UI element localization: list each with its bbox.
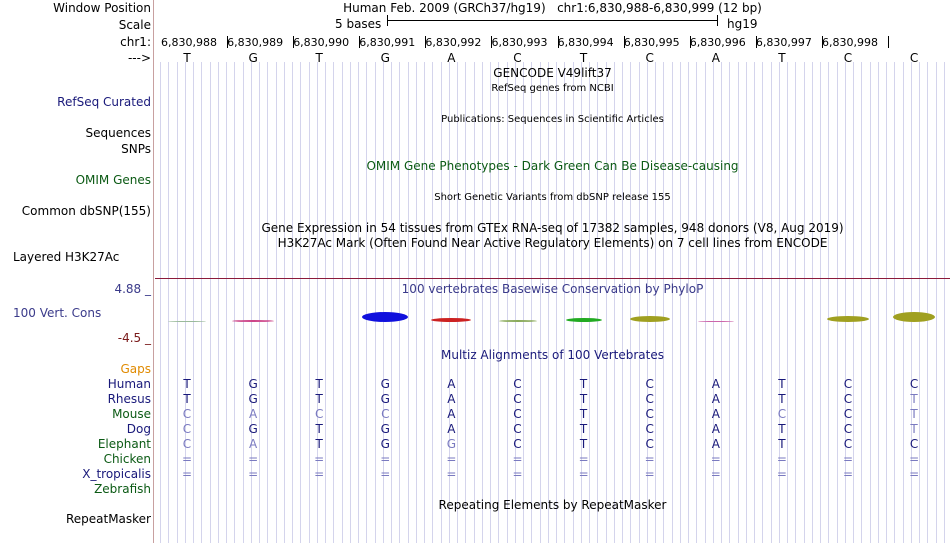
multiz-title: Multiz Alignments of 100 Vertebrates xyxy=(440,348,665,362)
grid-line xyxy=(358,62,359,543)
position-label: 6,830,990 xyxy=(293,36,350,49)
alignment-cell: = xyxy=(909,467,920,481)
omim-title: OMIM Gene Phenotypes - Dark Green Can Be Disease-causing xyxy=(366,159,739,173)
track-data-area[interactable] xyxy=(155,0,950,543)
window-position-label: Window Position xyxy=(53,1,151,15)
grid-line xyxy=(234,62,235,543)
base-letter: C xyxy=(843,51,853,65)
grid-line xyxy=(886,62,887,543)
grid-line xyxy=(894,62,895,543)
phylop-mark xyxy=(893,312,935,322)
grid-line xyxy=(556,62,557,543)
phylop-mark xyxy=(168,321,206,322)
grid-line xyxy=(284,62,285,543)
alignment-cell: G xyxy=(248,422,258,436)
grid-line xyxy=(564,62,565,543)
alignment-cell: = xyxy=(710,452,721,466)
grid-line xyxy=(432,62,433,543)
alignment-cell: T xyxy=(183,377,191,391)
alignment-cell: = xyxy=(578,452,589,466)
grid-line xyxy=(548,62,549,543)
alignment-cell: = xyxy=(578,467,589,481)
repeatmasker-track-label[interactable]: RepeatMasker xyxy=(65,512,151,526)
grid-line xyxy=(210,62,211,543)
refseq-track-label[interactable]: RefSeq Curated xyxy=(57,95,151,109)
alignment-cell: = xyxy=(842,467,854,481)
grid-line xyxy=(416,62,417,543)
alignment-cell: T xyxy=(579,377,588,391)
phylop-mark xyxy=(362,312,408,322)
alignment-cell: T xyxy=(315,392,323,406)
grid-line xyxy=(366,62,367,543)
species-label: Mouse xyxy=(112,407,151,421)
alignment-cell: T xyxy=(579,422,588,436)
grid-line xyxy=(812,62,813,543)
refseq-subtitle: RefSeq genes from NCBI xyxy=(491,83,614,94)
omim-track-label[interactable]: OMIM Genes xyxy=(75,173,151,187)
strand-label: ---> xyxy=(127,51,151,65)
alignment-cell: A xyxy=(447,407,456,421)
alignment-cell: A xyxy=(447,392,456,406)
position-label: 6,830,994 xyxy=(557,36,614,49)
scale-text: 5 bases xyxy=(335,17,382,31)
alignment-cell: = xyxy=(776,467,787,481)
alignment-cell: = xyxy=(248,467,259,481)
grid-line xyxy=(300,62,301,543)
position-title xyxy=(155,1,950,15)
alignment-cell: = xyxy=(380,452,391,466)
phylop-max-label: 4.88 _ xyxy=(114,282,151,296)
alignment-cell: G xyxy=(380,422,390,436)
grid-line xyxy=(804,62,805,543)
grid-line xyxy=(696,62,697,543)
alignment-cell: C xyxy=(182,437,192,451)
sequences-track-label[interactable]: Sequences xyxy=(85,126,151,140)
grid-line xyxy=(399,62,400,543)
alignment-cell: = xyxy=(248,452,259,466)
alignment-cell: T xyxy=(579,407,588,421)
alignment-cell: T xyxy=(778,437,786,451)
grid-line xyxy=(795,62,796,543)
species-label: Human xyxy=(107,377,151,391)
alignment-cell: = xyxy=(446,467,457,481)
phylop-min-label: -4.5 _ xyxy=(117,331,151,345)
position-label: 6,830,997 xyxy=(755,36,812,49)
alignment-cell: T xyxy=(778,377,786,391)
grid-line xyxy=(498,62,499,543)
grid-line xyxy=(160,62,161,543)
base-letter: C xyxy=(645,51,654,65)
alignment-cell: = xyxy=(314,467,325,481)
alignment-cell: A xyxy=(711,377,720,391)
alignment-cell: G xyxy=(380,377,390,391)
grid-line xyxy=(630,62,631,543)
position-label: 6,830,996 xyxy=(689,36,746,49)
phylop-mark xyxy=(566,318,602,322)
position-tick xyxy=(888,36,889,48)
grid-line xyxy=(746,62,747,543)
track-label-column xyxy=(0,0,154,543)
gencode-title: GENCODE V49lift37 xyxy=(493,66,612,80)
grid-line xyxy=(350,62,351,543)
grid-line xyxy=(936,62,937,543)
grid-line xyxy=(267,62,268,543)
grid-line xyxy=(482,62,483,543)
alignment-cell: = xyxy=(181,452,193,466)
grid-line xyxy=(342,62,343,543)
snps-track-label[interactable]: SNPs xyxy=(121,142,151,156)
alignment-cell: C xyxy=(645,407,654,421)
alignment-cell: T xyxy=(579,392,588,406)
species-label: X_tropicalis xyxy=(82,467,151,481)
alignment-cell: A xyxy=(711,422,720,436)
species-label: Rhesus xyxy=(107,392,151,406)
alignment-cell: = xyxy=(710,467,721,481)
grid-line xyxy=(688,62,689,543)
phylop-track-label[interactable]: 100 Vert. Cons xyxy=(13,306,102,320)
alignment-cell: = xyxy=(644,452,655,466)
alignment-cell: A xyxy=(248,407,258,421)
alignment-cell: = xyxy=(776,452,787,466)
region-text: chr1:6,830,988-6,830,999 (12 bp) xyxy=(557,1,762,15)
alignment-cell: A xyxy=(447,377,456,391)
grid-line xyxy=(927,62,928,543)
alignment-cell: C xyxy=(513,422,522,436)
grid-line xyxy=(672,62,673,543)
grid-line xyxy=(276,62,277,543)
alignment-cell: T xyxy=(579,437,588,451)
grid-line xyxy=(540,62,541,543)
alignment-cell: = xyxy=(314,452,325,466)
h3k27ac-title: H3K27Ac Mark (Often Found Near Active Regulatory Elements) on 7 cell lines from ENCODE xyxy=(277,236,828,250)
alignment-cell: T xyxy=(778,392,786,406)
alignment-cell: C xyxy=(645,422,654,436)
species-label: Dog xyxy=(126,422,151,436)
dbsnp-track-label[interactable]: Common dbSNP(155) xyxy=(21,204,151,218)
grid-line xyxy=(828,62,829,543)
alignment-cell: C xyxy=(909,437,919,451)
species-label: Chicken xyxy=(103,452,151,466)
grid-line xyxy=(754,62,755,543)
position-label: 6,830,989 xyxy=(227,36,284,49)
grid-line xyxy=(490,62,491,543)
alignment-cell: C xyxy=(513,407,522,421)
track-divider xyxy=(155,278,950,279)
grid-line xyxy=(597,62,598,543)
alignment-cell: T xyxy=(910,407,918,421)
alignment-cell: T xyxy=(315,422,323,436)
alignment-cell: T xyxy=(910,392,918,406)
grid-line xyxy=(820,62,821,543)
alignment-cell: A xyxy=(711,407,720,421)
alignment-cell: T xyxy=(183,392,191,406)
position-label: 6,830,998 xyxy=(822,36,878,49)
grid-line xyxy=(944,62,945,543)
alignment-cell: C xyxy=(843,407,853,421)
position-label: 6,830,991 xyxy=(359,36,416,49)
alignment-cell: = xyxy=(512,467,523,481)
publications-title: Publications: Sequences in Scientific Articles xyxy=(441,114,664,125)
alignment-cell: = xyxy=(842,452,854,466)
alignment-cell: G xyxy=(380,437,390,451)
alignment-cell: C xyxy=(645,392,654,406)
grid-line xyxy=(333,62,334,543)
base-letter: G xyxy=(248,51,258,65)
alignment-cell: = xyxy=(512,452,523,466)
grid-line xyxy=(292,62,293,543)
grid-line xyxy=(663,62,664,543)
alignment-cell: C xyxy=(843,437,853,451)
grid-line xyxy=(408,62,409,543)
alignment-cell: = xyxy=(181,467,193,481)
alignment-cell: = xyxy=(380,467,391,481)
grid-line xyxy=(614,62,615,543)
alignment-cell: C xyxy=(843,392,853,406)
grid-line xyxy=(531,62,532,543)
alignment-cell: G xyxy=(446,437,457,451)
alignment-cell: G xyxy=(248,377,258,391)
dbsnp-title: Short Genetic Variants from dbSNP release 155 xyxy=(434,192,671,203)
phylop-mark xyxy=(698,321,734,322)
species-label: Zebrafish xyxy=(94,482,151,496)
grid-line xyxy=(474,62,475,543)
grid-line xyxy=(168,62,169,543)
position-label: 6,830,988 xyxy=(161,36,217,49)
alignment-cell: A xyxy=(248,437,258,451)
alignment-cell: C xyxy=(843,422,853,436)
alignment-cell: T xyxy=(315,377,323,391)
phylop-title: 100 vertebrates Basewise Conservation by PhyloP xyxy=(401,282,704,296)
scale-bar xyxy=(387,20,718,21)
phylop-mark xyxy=(827,316,869,322)
position-label: 6,830,995 xyxy=(623,36,680,49)
base-letter: T xyxy=(579,51,588,65)
alignment-cell: A xyxy=(711,392,720,406)
alignment-cell: = xyxy=(446,452,457,466)
alignment-cell: C xyxy=(513,392,522,406)
alignment-cell: C xyxy=(843,377,853,391)
grid-line xyxy=(465,62,466,543)
position-label: 6,830,992 xyxy=(425,36,482,49)
gtex-title: Gene Expression in 54 tissues from GTEx RNA-seq of 17382 samples, 948 donors (V8, Aug 2019) xyxy=(261,221,844,235)
species-label: Elephant xyxy=(97,437,151,451)
alignment-cell: T xyxy=(315,437,323,451)
alignment-cell: C xyxy=(645,377,654,391)
grid-line xyxy=(226,62,227,543)
base-letter: A xyxy=(711,51,720,65)
grid-line xyxy=(729,62,730,543)
base-letter: T xyxy=(778,51,786,65)
db-text: hg19 xyxy=(727,17,758,31)
chrom-label: chr1: xyxy=(120,35,151,49)
alignment-cell: C xyxy=(182,407,192,421)
h3k27ac-track-label[interactable]: Layered H3K27Ac xyxy=(13,250,120,264)
grid-line xyxy=(878,62,879,543)
alignment-cell: T xyxy=(910,422,918,436)
grid-line xyxy=(870,62,871,543)
base-letter: T xyxy=(183,51,191,65)
grid-line xyxy=(861,62,862,543)
base-letter: G xyxy=(380,51,390,65)
grid-line xyxy=(738,62,739,543)
alignment-cell: C xyxy=(314,407,324,421)
gaps-label: Gaps xyxy=(120,362,151,376)
phylop-mark xyxy=(499,320,537,322)
alignment-cell: C xyxy=(513,437,522,451)
phylop-mark xyxy=(630,316,670,322)
base-letter: T xyxy=(315,51,323,65)
grid-line xyxy=(218,62,219,543)
phylop-mark xyxy=(232,320,274,322)
base-letter: C xyxy=(513,51,522,65)
base-letter: C xyxy=(909,51,919,65)
alignment-cell: C xyxy=(182,422,192,436)
alignment-cell: = xyxy=(644,467,655,481)
grid-line xyxy=(762,62,763,543)
grid-line xyxy=(201,62,202,543)
alignment-cell: = xyxy=(909,452,920,466)
grid-line xyxy=(680,62,681,543)
alignment-cell: T xyxy=(778,422,786,436)
alignment-cell: C xyxy=(909,377,919,391)
alignment-cell: C xyxy=(381,407,390,421)
alignment-cell: A xyxy=(447,422,456,436)
grid-line xyxy=(424,62,425,543)
position-label: 6,830,993 xyxy=(491,36,548,49)
grid-line xyxy=(622,62,623,543)
alignment-cell: G xyxy=(248,392,258,406)
grid-line xyxy=(606,62,607,543)
alignment-cell: C xyxy=(777,407,787,421)
scale-label: Scale xyxy=(118,18,151,32)
alignment-cell: C xyxy=(645,437,654,451)
alignment-cell: G xyxy=(380,392,390,406)
alignment-cell: C xyxy=(513,377,522,391)
assembly-text: Human Feb. 2009 (GRCh37/hg19) xyxy=(343,1,546,15)
alignment-cell: A xyxy=(711,437,720,451)
repeatmasker-title: Repeating Elements by RepeatMasker xyxy=(438,498,667,512)
base-letter: A xyxy=(447,51,456,65)
